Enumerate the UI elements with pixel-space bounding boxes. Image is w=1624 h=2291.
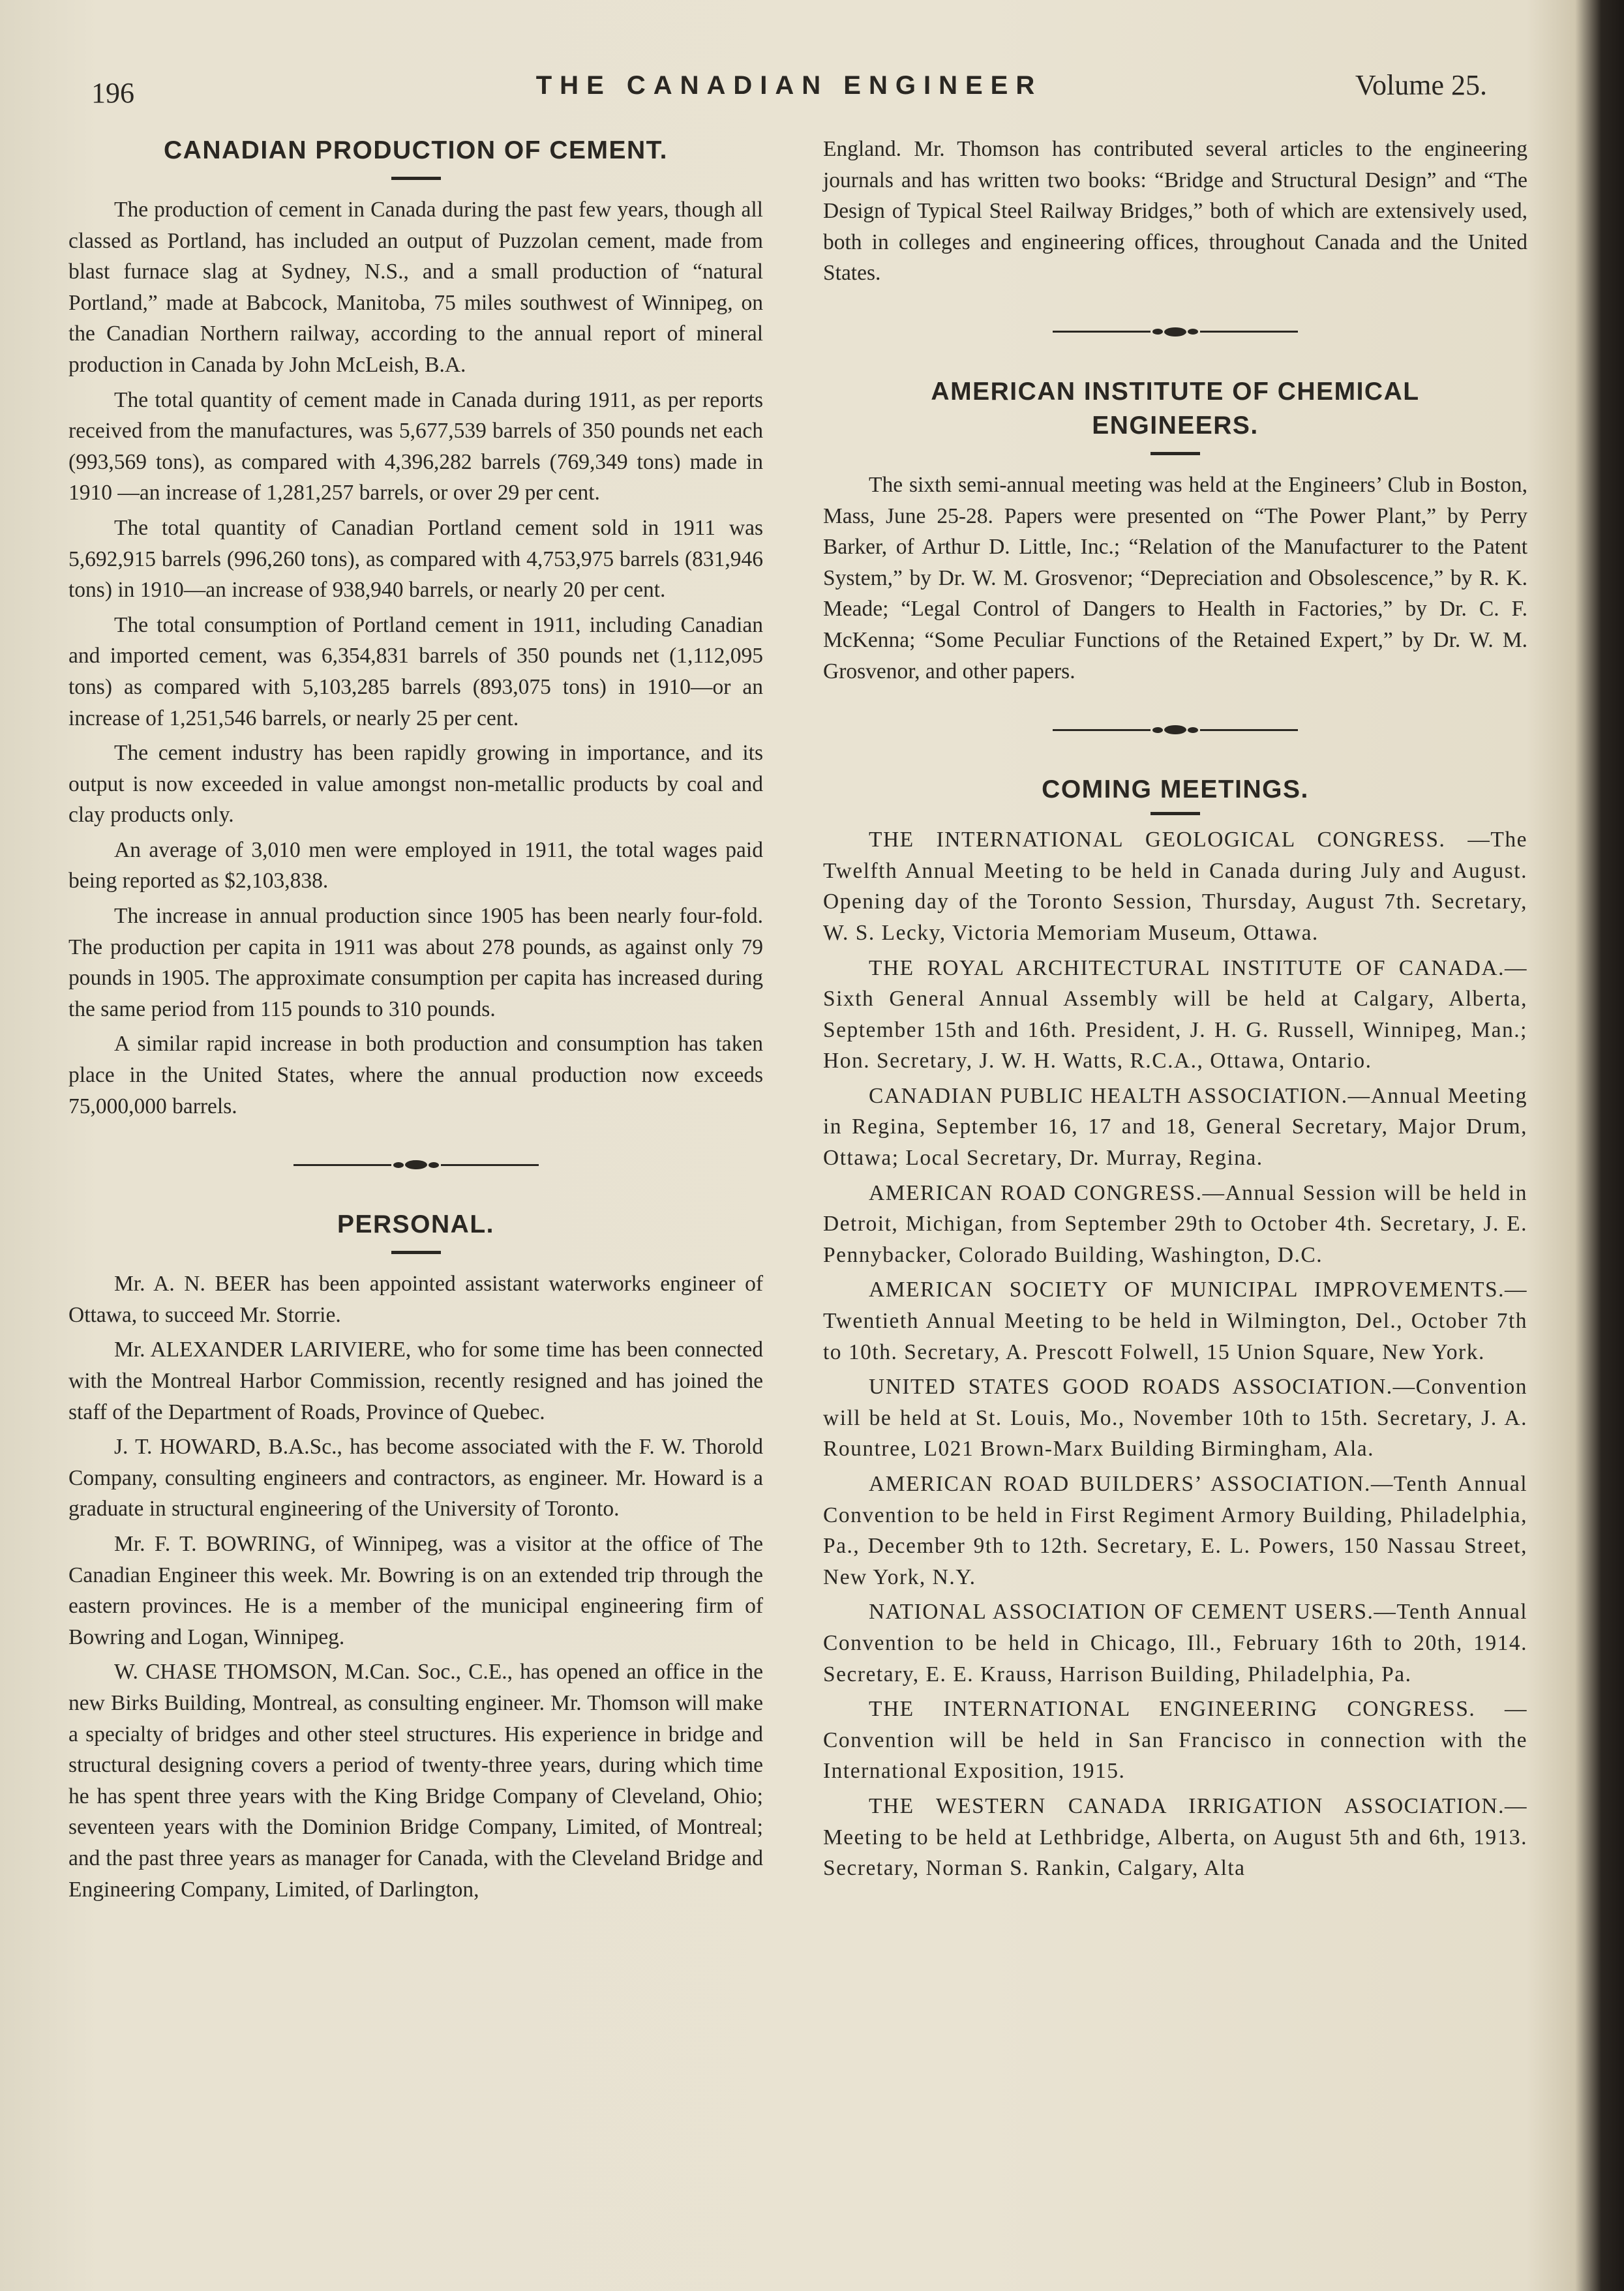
journal-title: THE CANADIAN ENGINEER (535, 71, 1043, 100)
paragraph: The total quantity of cement made in Canada during 1911, as per reports received from the manufactures, was 5,677,539 barrels of 350 pounds net each (993,569 tons), as compared with 4,396,282 barrels (769,349 tons) made in 1910 —an increase of 1,281,257 barrels, or over 29 per cent. (68, 387, 763, 505)
paragraph: The sixth semi-annual meeting was held at the Engineers’ Club in Boston, Mass, June 25-28. Papers were presented on “The Power Plant,” by Perry Barker, of Arthur D. Little, Inc.; “Relation of the Manufacturer to the Patent System,” by Dr. W. M. Grosvenor; “Depreciation and Obsolescence,” by R. K. Meade; “Legal Control of Dangers to Health in Factories,” by Dr. C. F. McKenna; “Some Peculiar Functions of the Retained Expert,” by Dr. W. M. Grosvenor, and other papers. (823, 472, 1527, 683)
article-title: CANADIAN PRODUCTION OF CEMENT. (164, 136, 668, 164)
meeting-item: NATIONAL ASSOCIATION OF CEMENT USERS.—Tenth Annual Convention to be held in Chicago, Ill., February 16th to 20th, 1914. Secretary, E. E. Krauss, Harrison Building, Philadelphia, Pa. (823, 1600, 1527, 1686)
section-divider (823, 312, 1527, 352)
paragraph: J. T. HOWARD, B.A.Sc., has become associated with the F. W. Thorold Company, consulting engineers and contractors, as engineer. Mr. Howard is a graduate in structural engineering of the University of Toronto. (68, 1435, 763, 1521)
meeting-item: AMERICAN ROAD BUILDERS’ ASSOCIATION.—Tenth Annual Convention to be held in First Regiment Armory Building, Philadelphia, Pa., December 9th to 12th. Secretary, E. L. Powers, 150 Nassau Street, New York, N.Y. (823, 1472, 1527, 1589)
section-divider (68, 1145, 763, 1184)
paragraph: Mr. ALEXANDER LARIVIERE, who for some time has been connected with the Montreal Harbor Commission, recently resigned and has joined the staff of the Department of Roads, Province of Quebec. (68, 1338, 763, 1424)
right-column (823, 134, 1527, 1884)
title-rule (1150, 812, 1200, 815)
title-rule (391, 1251, 441, 1254)
meeting-item: AMERICAN SOCIETY OF MUNICIPAL IMPROVEMENTS.—Twentieth Annual Meeting to be held in Wilmington, Del., October 7th to 10th. Secretary, A. Prescott Folwell, 15 Union Square, New York. (823, 1278, 1527, 1364)
section-divider (823, 710, 1527, 749)
paragraph: The production of cement in Canada during the past few years, though all classed as Portland, has included an output of Puzzolan cement, made from blast furnace slag at Sydney, N.S., and a small production of “natural Portland,” made at Babcock, Manitoba, 75 miles southwest of Winnipeg, on the Canadian Northern railway, according to the annual report of mineral production in Canada by John McLeish, B.A. (68, 198, 763, 377)
meeting-item: THE INTERNATIONAL ENGINEERING CONGRESS. —Convention will be held in San Francisco in connection with the International Exposition, 1915. (823, 1697, 1527, 1784)
paragraph: The increase in annual production since 1905 has been nearly four-fold. The production per capita in 1911 was about 278 pounds, as against only 79 pounds in 1905. The approximate consumption per capita has increased during the same period from 115 pounds to 310 pounds. (68, 904, 763, 1021)
page-number: 196 (91, 77, 134, 109)
paragraph: The cement industry has been rapidly growing in importance, and its output is now exceeded in value amongst non-metallic products by coal and clay products only. (68, 741, 763, 828)
article-title: COMING MEETINGS. (1042, 775, 1309, 804)
paragraph: An average of 3,010 men were employed in 1911, the total wages paid being reported as $2,103,838. (68, 837, 763, 893)
paragraph: W. CHASE THOMSON, M.Can. Soc., C.E., has opened an office in the new Birks Building, Montreal, as consulting engineer. Mr. Thomson will make a specialty of bridges and other steel structures. His experience in bridge and structural designing covers a period of twenty-three years, during which time he has spent three years with the King Bridge Company of Cleveland, Ohio; seventeen years with the Dominion Bridge Company, Limited, of Montreal; and the past three years as manager for Canada, with the Cleveland Bridge and Engineering Company, Limited, of Darlington, (68, 1660, 763, 1902)
meeting-item: THE ROYAL ARCHITECTURAL INSTITUTE OF CANADA.—Sixth General Annual Assembly will be held at Calgary, Alberta, September 15th and 16th. President, J. H. G. Russell, Winnipeg, Man.; Hon. Secretary, J. W. H. Watts, R.C.A., Ottawa, Ontario. (823, 955, 1527, 1073)
paragraph: The total consumption of Portland cement in 1911, including Canadian and imported cement, was 6,354,831 barrels of 350 pounds net (1,112,095 tons) as compared with 5,103,285 barrels (893,075 tons) in 1910—or an increase of 1,251,546 barrels, or nearly 25 per cent. (68, 612, 763, 730)
meeting-item: AMERICAN ROAD CONGRESS.—Annual Session will be held in Detroit, Michigan, from September 29th to October 4th. Secretary, J. E. Pennybacker, Colorado Building, Washington, D.C. (823, 1180, 1527, 1267)
paragraph-continued: England. Mr. Thomson has contributed several articles to the engineering journals and has written two books: “Bridge and Structural Design” and “The Design of Typical Steel Railway Bridges,” both of which are extensively used, both in colleges and engineering offices, throughout Canada and the United States. (823, 137, 1527, 286)
article-title-line: AMERICAN INSTITUTE OF CHEMICAL (931, 377, 1420, 406)
article-aiche (823, 375, 1527, 687)
meeting-item: UNITED STATES GOOD ROADS ASSOCIATION.—Convention will be held at St. Louis, Mo., November 10th to 15th. Secretary, J. A. Rountree, L021 Brown-Marx Building Birmingham, Ala. (823, 1375, 1527, 1461)
volume-label: Volume 25. (1355, 69, 1487, 101)
meeting-item: CANADIAN PUBLIC HEALTH ASSOCIATION.—Annual Meeting in Regina, September 16, 17 and 18, General Secretary, Major Drum, Ottawa; Local Secretary, Dr. Murray, Regina. (823, 1083, 1527, 1171)
title-rule (391, 177, 441, 180)
article-meetings (823, 773, 1527, 1884)
article-title-line: ENGINEERS. (1092, 411, 1259, 440)
article-personal (68, 1208, 763, 1905)
left-column (68, 134, 763, 1905)
meeting-item: THE INTERNATIONAL GEOLOGICAL CONGRESS. —The Twelfth Annual Meeting to be held in Canada during July and August. Opening day of the Toronto Session, Thursday, August 7th. Secretary, W. S. Lecky, Victoria Memoriam Museum, Ottawa. (823, 828, 1527, 945)
paragraph: A similar rapid increase in both production and consumption has taken place in the United States, where the annual production now exceeds 75,000,000 barrels. (68, 1032, 763, 1118)
paragraph: Mr. A. N. BEER has been appointed assistant waterworks engineer of Ottawa, to succeed Mr. Storrie. (68, 1272, 763, 1327)
page-header (91, 62, 1487, 108)
article-title (823, 375, 1527, 443)
article-title: PERSONAL. (337, 1210, 495, 1239)
article-cement (68, 134, 763, 1122)
meeting-item: THE WESTERN CANADA IRRIGATION ASSOCIATION.—Meeting to be held at Lethbridge, Alberta, on August 5th and 6th, 1913. Secretary, Norman S. Rankin, Calgary, Alta (823, 1793, 1527, 1881)
title-rule (1150, 452, 1200, 455)
paragraph: Mr. F. T. BOWRING, of Winnipeg, was a visitor at the office of The Canadian Engineer this week. Mr. Bowring is on an extended trip through the eastern provinces. He is a member of the municipal engineering firm of Bowring and Logan, Winnipeg. (68, 1531, 763, 1649)
paragraph: The total quantity of Canadian Portland cement sold in 1911 was 5,692,915 barrels (996,260 tons), as compared with 4,753,975 barrels (831,946 tons) in 1910—an increase of 938,940 barrels, or nearly 20 per cent. (68, 515, 763, 603)
